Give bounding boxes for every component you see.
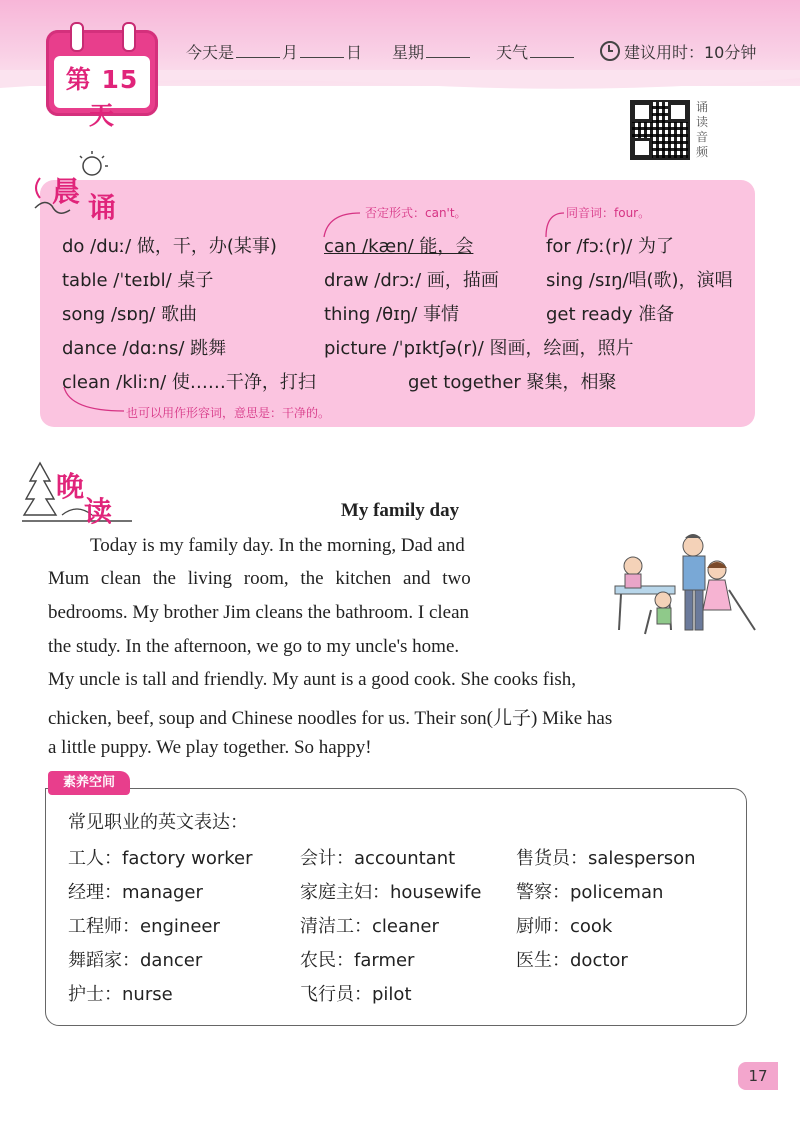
vocab-can: can /kæn/ 能，会: [324, 236, 474, 257]
weekday-label: 星期: [392, 43, 425, 62]
vocab-clean: clean /kliːn/ 使……干净，打扫: [62, 372, 316, 393]
suggested-time: 建议用时：10分钟: [624, 43, 757, 62]
vocab-sing: sing /sɪŋ/唱(歌)，演唱: [546, 270, 733, 291]
qr-finder-1: [632, 102, 652, 122]
story-line-1-text: Today is my family day. In the morning, Dad and: [90, 535, 465, 556]
career-salesperson: 售货员：salesperson: [516, 848, 696, 869]
story-line-2: Mum clean the living room, the kitchen and two: [48, 568, 471, 589]
story-line-7: a little puppy. We play together. So happy!: [48, 737, 372, 758]
vocab-do: do /duː/ 做，干，办(某事): [62, 236, 277, 257]
qr-label: 诵读音频: [695, 100, 708, 159]
family-cleaning-illustration: [605, 530, 765, 640]
day-label: 日: [346, 43, 363, 62]
time-line: [600, 40, 756, 63]
weather-blank[interactable]: [530, 43, 574, 58]
career-nurse: 护士：nurse: [68, 984, 173, 1005]
note-four: 同音词：four。: [566, 206, 651, 220]
date-prefix: 今天是: [186, 43, 235, 62]
story-line-1: [90, 535, 593, 557]
badge-evening-1: 晚: [56, 470, 85, 503]
month-label: 月: [282, 43, 299, 62]
qr-finder-3: [632, 138, 652, 158]
vocab-picture: picture /ˈpɪktʃə(r)/ 图画，绘画，照片: [324, 338, 634, 359]
vocab-get-together: get together 聚集，相聚: [408, 372, 617, 393]
vocab-thing: thing /θɪŋ/ 事情: [324, 304, 459, 325]
story-title: My family day: [340, 500, 460, 521]
calendar-ring-left: [70, 22, 84, 52]
vocab-get-ready: get ready 准备: [546, 304, 675, 325]
story-line-6: chicken, beef, soup and Chinese noodles for us. Their son(儿子) Mike has: [48, 708, 613, 729]
vocab-dance: dance /dɑːns/ 跳舞: [62, 338, 227, 359]
date-line: [186, 40, 362, 63]
month-blank[interactable]: [236, 43, 280, 58]
career-cook: 厨师：cook: [516, 916, 613, 937]
vocab-song: song /sɒŋ/ 歌曲: [62, 304, 198, 325]
story-line-4: the study. In the afternoon, we go to my uncle's home.: [48, 636, 460, 657]
career-policeman: 警察：policeman: [516, 882, 664, 903]
badge-morning-1: 晨: [52, 175, 81, 208]
vocab-draw: draw /drɔː/ 画，描画: [324, 270, 499, 291]
calendar-ring-right: [122, 22, 136, 52]
badge-morning-2: 诵: [88, 191, 117, 224]
career-housewife: 家庭主妇：housewife: [300, 882, 482, 903]
note-clean: 也可以用作形容词，意思是：干净的。: [126, 406, 331, 420]
weekday-blank[interactable]: [426, 43, 470, 58]
career-pilot: 飞行员：pilot: [300, 984, 412, 1005]
career-farmer: 农民：farmer: [300, 950, 415, 971]
badge-evening-2: 读: [84, 495, 113, 528]
vocab-for: for /fɔː(r)/ 为了: [546, 236, 675, 257]
career-dancer: 舞蹈家：dancer: [68, 950, 203, 971]
career-tag: 素养空间: [48, 771, 130, 795]
note-cant: 否定形式：can't。: [365, 206, 467, 220]
day-blank[interactable]: [300, 43, 344, 58]
career-accountant: 会计：accountant: [300, 848, 456, 869]
vocab-table: table /ˈteɪbl/ 桌子: [62, 270, 214, 291]
story-line-5: My uncle is tall and friendly. My aunt is a good cook. She cooks fish,: [48, 669, 577, 690]
day-title: 第 15 天: [65, 65, 139, 130]
weekday-line: [392, 40, 472, 63]
career-cleaner: 清洁工：cleaner: [300, 916, 439, 937]
page-number: 17: [738, 1062, 778, 1090]
story-line-3: bedrooms. My brother Jim cleans the bathroom. I clean: [48, 602, 470, 623]
career-heading: 常见职业的英文表达：: [68, 812, 248, 833]
career-factory-worker: 工人：factory worker: [68, 848, 253, 869]
weather-line: [496, 40, 576, 63]
weather-label: 天气: [496, 43, 529, 62]
qr-finder-2: [668, 102, 688, 122]
career-engineer: 工程师：engineer: [68, 916, 220, 937]
career-manager: 经理：manager: [68, 882, 203, 903]
career-doctor: 医生：doctor: [516, 950, 628, 971]
clock-icon: [600, 41, 620, 61]
